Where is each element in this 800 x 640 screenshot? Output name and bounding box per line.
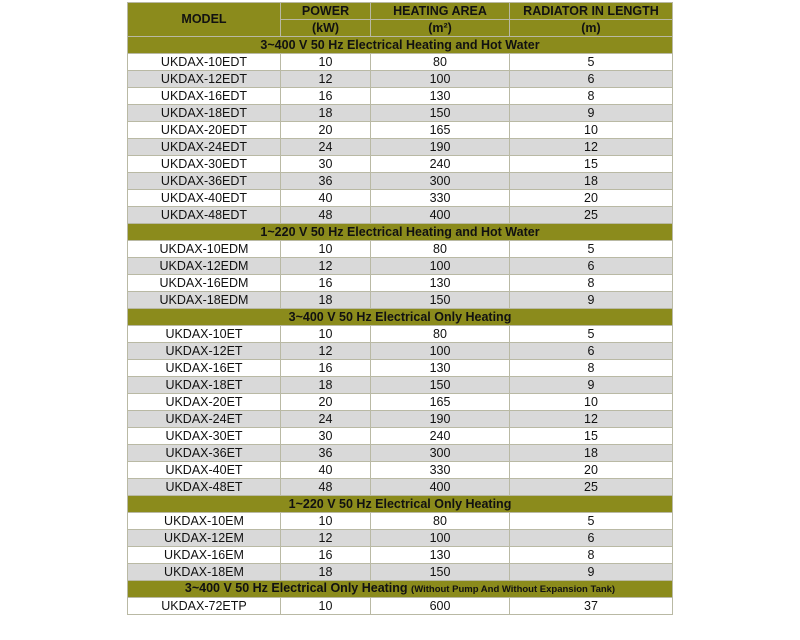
heating-area-cell: 400 [371,207,510,224]
heating-area-cell: 165 [371,122,510,139]
radiator-length-cell: 5 [510,513,673,530]
table-row [128,598,673,615]
table-row [128,54,673,71]
header-radiator-length: RADIATOR IN LENGTH [510,3,673,20]
header-model: MODEL [128,3,281,37]
radiator-length-cell: 5 [510,326,673,343]
table-row [128,88,673,105]
section-title-cell [128,37,673,54]
radiator-length-cell: 10 [510,122,673,139]
table-row [128,105,673,122]
header-power: POWER [281,3,371,20]
heating-area-cell: 80 [371,241,510,258]
power-cell: 20 [281,394,371,411]
table-row [128,139,673,156]
model-cell: UKDAX-36ET [128,445,281,462]
section-header-row [128,496,673,513]
model-cell: UKDAX-40ET [128,462,281,479]
model-cell: UKDAX-18EDM [128,292,281,309]
section-title-cell [128,309,673,326]
table-row [128,445,673,462]
model-cell: UKDAX-12EDM [128,258,281,275]
power-cell: 36 [281,445,371,462]
radiator-length-cell: 20 [510,190,673,207]
model-cell: UKDAX-16EDT [128,88,281,105]
model-cell: UKDAX-18ET [128,377,281,394]
radiator-length-cell: 6 [510,71,673,88]
heating-area-cell: 100 [371,71,510,88]
section-title: 1~220 V 50 Hz Electrical Only Heating [288,496,512,511]
power-cell: 18 [281,564,371,581]
radiator-length-cell: 9 [510,377,673,394]
radiator-length-cell: 9 [510,564,673,581]
power-cell: 16 [281,360,371,377]
model-cell: UKDAX-16EM [128,547,281,564]
table-row [128,173,673,190]
power-cell: 24 [281,411,371,428]
power-cell: 20 [281,122,371,139]
table-row [128,71,673,88]
section-note: (Without Pump And Without Expansion Tank) [411,584,616,595]
table-row [128,190,673,207]
radiator-length-cell: 8 [510,547,673,564]
radiator-length-cell: 5 [510,241,673,258]
model-cell: UKDAX-16ET [128,360,281,377]
section-title: 3~400 V 50 Hz Electrical Only Heating [184,581,408,595]
heating-area-cell: 190 [371,411,510,428]
table-row [128,479,673,496]
heating-area-cell: 150 [371,564,510,581]
heating-area-cell: 150 [371,292,510,309]
radiator-length-cell: 37 [510,598,673,615]
model-cell: UKDAX-16EDM [128,275,281,292]
heating-area-cell: 100 [371,258,510,275]
power-cell: 16 [281,275,371,292]
radiator-length-cell: 20 [510,462,673,479]
table-row [128,428,673,445]
table-row [128,513,673,530]
table-row [128,377,673,394]
heating-area-cell: 80 [371,54,510,71]
model-cell: UKDAX-40EDT [128,190,281,207]
section-title-cell [128,224,673,241]
table-row [128,122,673,139]
power-cell: 10 [281,513,371,530]
section-header-row [128,37,673,54]
radiator-length-cell: 8 [510,360,673,377]
radiator-length-cell: 10 [510,394,673,411]
section-header-row [128,224,673,241]
power-cell: 40 [281,190,371,207]
heating-area-cell: 190 [371,139,510,156]
table-row [128,360,673,377]
section-title: 3~400 V 50 Hz Electrical Only Heating [288,309,512,324]
radiator-length-cell: 15 [510,428,673,445]
model-cell: UKDAX-20EDT [128,122,281,139]
power-cell: 12 [281,343,371,360]
header-power-unit: (kW) [281,20,371,37]
section-title: 3~400 V 50 Hz Electrical Heating and Hot Water [260,37,540,52]
heating-area-cell: 240 [371,156,510,173]
table-row [128,207,673,224]
power-cell: 36 [281,173,371,190]
model-cell: UKDAX-48EDT [128,207,281,224]
table-row [128,241,673,258]
radiator-length-cell: 25 [510,479,673,496]
radiator-length-cell: 18 [510,445,673,462]
model-cell: UKDAX-10EM [128,513,281,530]
heating-area-cell: 330 [371,190,510,207]
radiator-length-cell: 9 [510,292,673,309]
power-cell: 12 [281,71,371,88]
model-cell: UKDAX-10EDT [128,54,281,71]
heating-area-cell: 600 [371,598,510,615]
model-cell: UKDAX-72ETP [128,598,281,615]
heating-area-cell: 300 [371,445,510,462]
radiator-length-cell: 6 [510,530,673,547]
table-header [128,3,673,37]
power-cell: 18 [281,292,371,309]
table-row [128,547,673,564]
power-cell: 16 [281,88,371,105]
table-row [128,343,673,360]
heating-area-cell: 300 [371,173,510,190]
radiator-length-cell: 12 [510,411,673,428]
heating-area-cell: 100 [371,530,510,547]
radiator-length-cell: 18 [510,173,673,190]
model-cell: UKDAX-12EDT [128,71,281,88]
table-row [128,530,673,547]
model-cell: UKDAX-36EDT [128,173,281,190]
section-header-row [128,309,673,326]
heating-area-cell: 150 [371,105,510,122]
section-title-cell [128,581,673,598]
table-row [128,275,673,292]
table-row [128,462,673,479]
heating-area-cell: 80 [371,326,510,343]
model-cell: UKDAX-20ET [128,394,281,411]
power-cell: 10 [281,54,371,71]
power-cell: 30 [281,428,371,445]
power-cell: 48 [281,207,371,224]
radiator-length-cell: 6 [510,343,673,360]
heating-area-cell: 130 [371,88,510,105]
power-cell: 12 [281,258,371,275]
power-cell: 10 [281,326,371,343]
heating-area-cell: 130 [371,360,510,377]
model-cell: UKDAX-18EM [128,564,281,581]
radiator-length-cell: 5 [510,54,673,71]
heating-area-cell: 100 [371,343,510,360]
radiator-length-cell: 6 [510,258,673,275]
model-cell: UKDAX-30ET [128,428,281,445]
heating-area-cell: 165 [371,394,510,411]
table-row [128,564,673,581]
table-row [128,292,673,309]
heating-area-cell: 330 [371,462,510,479]
power-cell: 48 [281,479,371,496]
model-cell: UKDAX-12ET [128,343,281,360]
radiator-length-cell: 9 [510,105,673,122]
header-heating-area: HEATING AREA [371,3,510,20]
power-cell: 24 [281,139,371,156]
section-header-row [128,581,673,598]
table-row [128,394,673,411]
radiator-length-cell: 15 [510,156,673,173]
header-area-unit: (m²) [371,20,510,37]
power-cell: 30 [281,156,371,173]
radiator-length-cell: 8 [510,275,673,292]
heating-area-cell: 130 [371,275,510,292]
model-cell: UKDAX-24EDT [128,139,281,156]
heating-area-cell: 80 [371,513,510,530]
power-cell: 12 [281,530,371,547]
model-cell: UKDAX-12EM [128,530,281,547]
header-radiator-unit: (m) [510,20,673,37]
model-cell: UKDAX-10ET [128,326,281,343]
radiator-length-cell: 25 [510,207,673,224]
spec-table [127,2,673,615]
heating-area-cell: 400 [371,479,510,496]
power-cell: 18 [281,377,371,394]
heating-area-cell: 150 [371,377,510,394]
radiator-length-cell: 12 [510,139,673,156]
table-row [128,326,673,343]
power-cell: 16 [281,547,371,564]
model-cell: UKDAX-30EDT [128,156,281,173]
table-row [128,258,673,275]
heating-area-cell: 240 [371,428,510,445]
table-row [128,156,673,173]
model-cell: UKDAX-48ET [128,479,281,496]
power-cell: 10 [281,241,371,258]
power-cell: 18 [281,105,371,122]
model-cell: UKDAX-24ET [128,411,281,428]
model-cell: UKDAX-18EDT [128,105,281,122]
model-cell: UKDAX-10EDM [128,241,281,258]
radiator-length-cell: 8 [510,88,673,105]
heating-area-cell: 130 [371,547,510,564]
section-title: 1~220 V 50 Hz Electrical Heating and Hot Water [260,224,540,239]
table-row [128,411,673,428]
power-cell: 10 [281,598,371,615]
section-title-cell [128,496,673,513]
power-cell: 40 [281,462,371,479]
table-body [128,37,673,615]
